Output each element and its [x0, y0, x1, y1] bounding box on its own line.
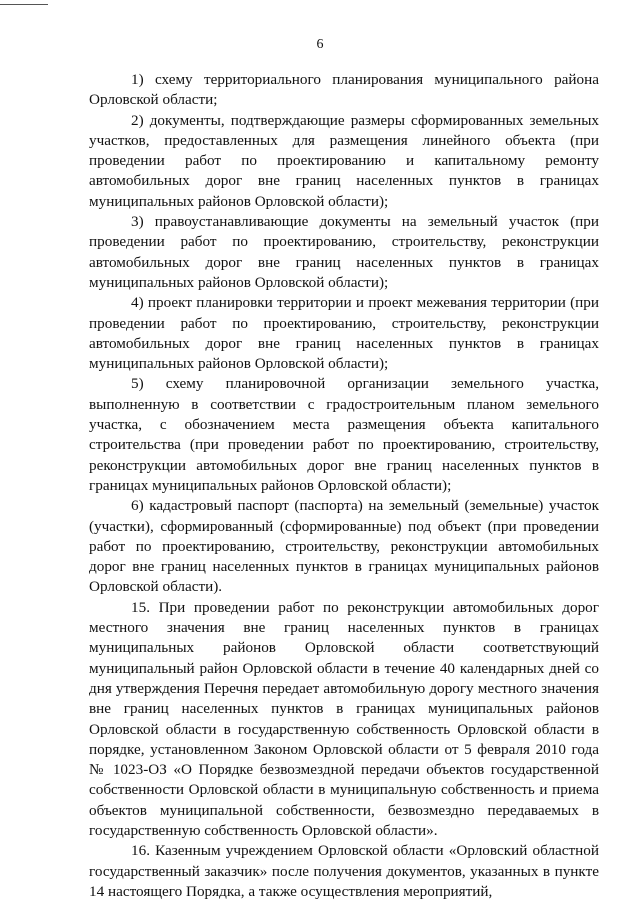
clause-16: 16. Казенным учреждением Орловской области «Орловский областной государственный заказчик» после получения документов, указанных в пункте 14 настоящего Порядка, а также осуществления мероприятий,	[89, 842, 599, 900]
list-item-5: 5) схему планировочной организации земельного участка, выполненную в соответствии с градостроительным планом земельного участка, с обозначением места размещения объекта капитального строительства (при проведении работ по проектированию, строительству, реконструкции автомобильных дорог вне границ населенных пунктов в границах муниципальных районов Орловской области);	[89, 375, 599, 494]
document-body	[89, 70, 599, 902]
page-number: 6	[316, 37, 324, 52]
list-item-3: 3) правоустанавливающие документы на земельный участок (при проведении работ по проектированию, строительству, реконструкции автомобильных дорог вне границ населенных пунктов в границах муниципальных районов Орловской области);	[89, 213, 599, 291]
list-item-6: 6) кадастровый паспорт (паспорта) на земельный (земельные) участок (участки), сформированный (сформированные) под объект (при проведении работ по проектированию, строительству, реконструкции автомобильных дорог вне границ населенных пунктов в границах муниципальных районов Орловской области).	[89, 497, 599, 596]
clause-15: 15. При проведении работ по реконструкции автомобильных дорог местного значения вне границ населенных пунктов в границах муниципальных районов Орловской области соответствующий муниципальный район Орловской области в течение 40 календарных дней со дня утверждения Перечня передает автомобильную дорогу местного значения вне границ населенных пунктов в границах муниципальных районов Орловской области в государственную собственность Орловской области в порядке, установленном Законом Орловской области от 5 февраля 2010 года № 1023-ОЗ «О Порядке безвозмездной передачи объектов государственной собственности Орловской области в муниципальную собственность и приема объектов муниципальной собственности, безвозмездно передаваемых в государственную собственность Орловской области».	[89, 598, 599, 839]
scan-edge-mark	[0, 4, 48, 5]
list-item-4: 4) проект планировки территории и проект межевания территории (при проведении работ по проектированию, строительству, реконструкции автомобильных дорог вне границ населенных пунктов в границах муниципальных районов Орловской области);	[89, 294, 599, 373]
list-item-1: 1) схему территориального планирования муниципального района Орловской области;	[89, 71, 599, 109]
list-item-2: 2) документы, подтверждающие размеры сформированных земельных участков, предоставленных для размещения линейного объекта (при проведении работ по проектированию и капитальному ремонту автомобильных дорог вне границ населенных пунктов в границах муниципальных районов Орловской области);	[89, 111, 599, 210]
